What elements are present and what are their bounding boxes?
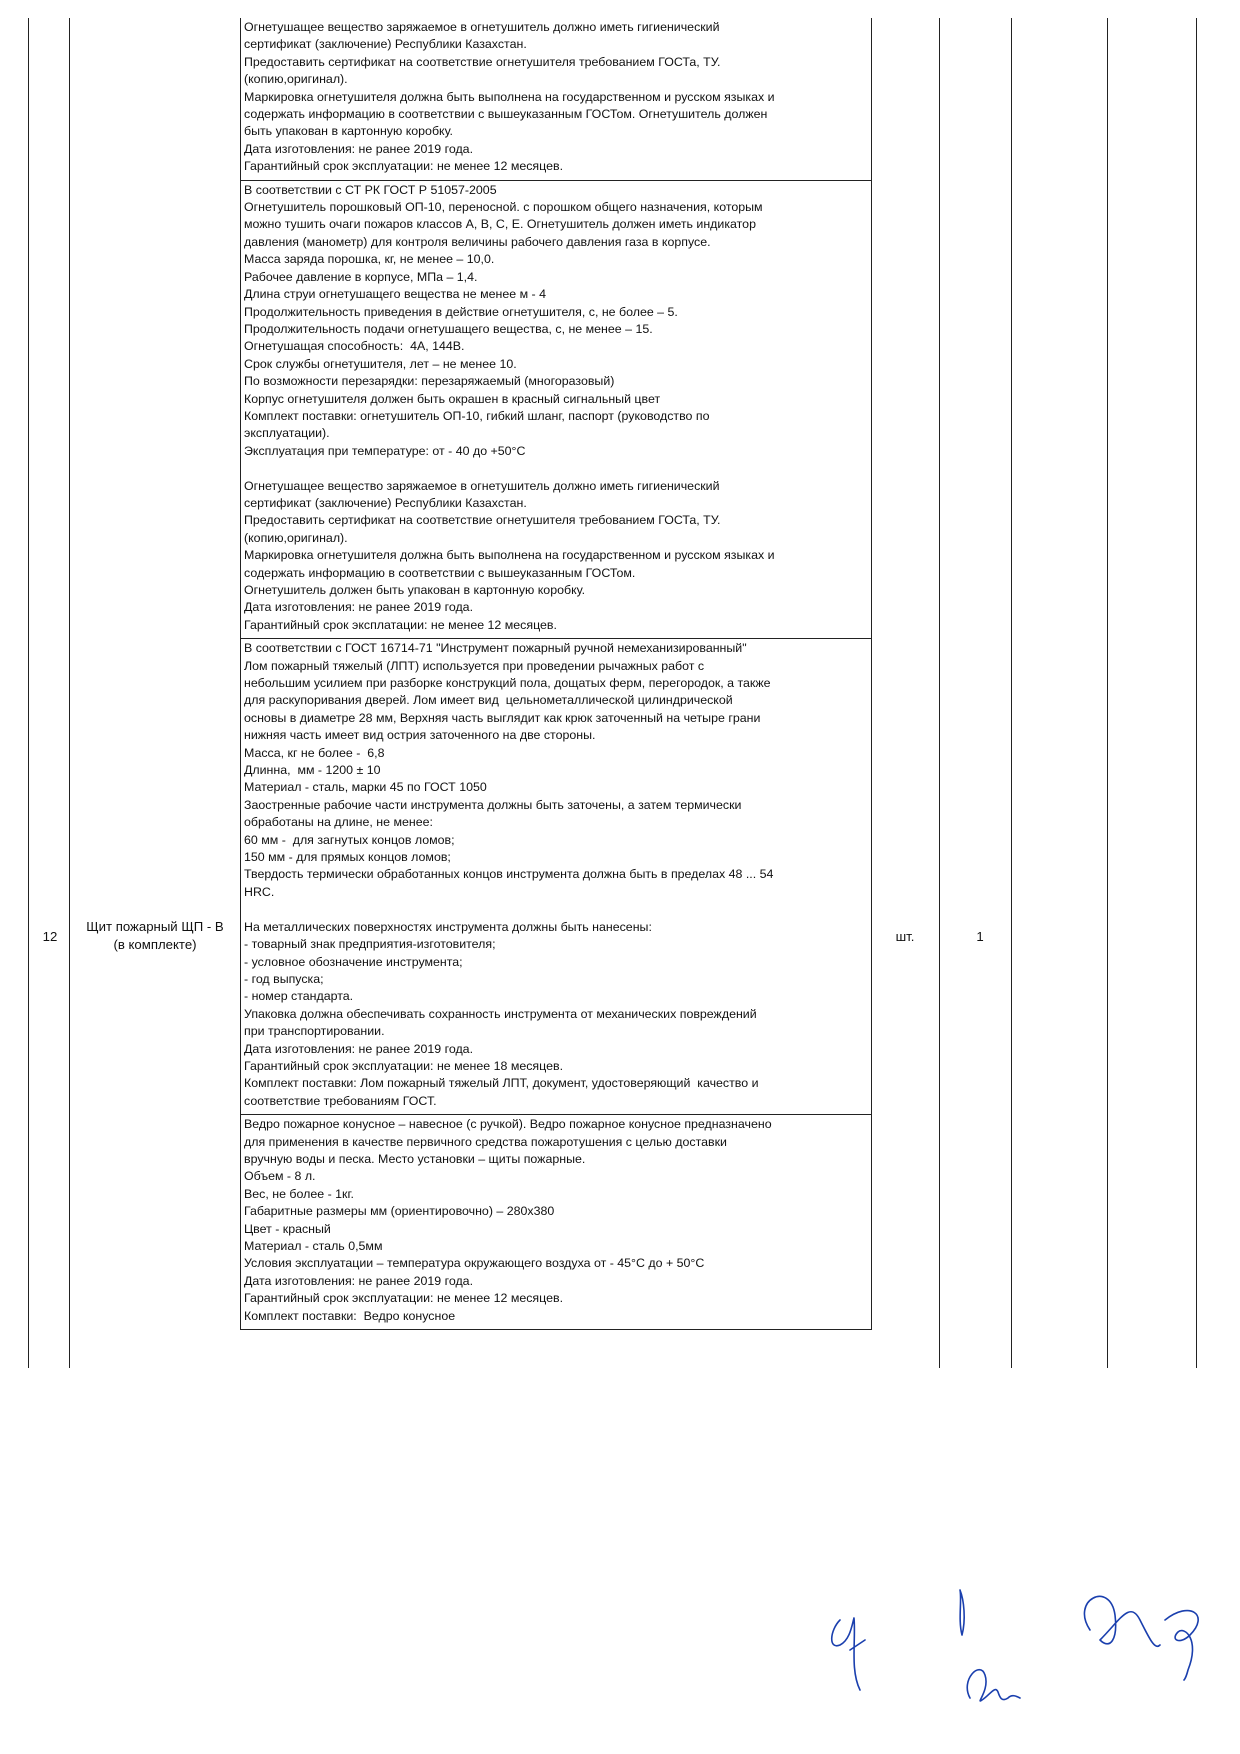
description-line: соответствие требованиям ГОСТ.	[244, 1093, 437, 1108]
description-line: сертификат (заключение) Республики Казахстан.	[244, 37, 527, 52]
signature-1	[820, 1590, 900, 1700]
description-line: В соответствии с СТ РК ГОСТ Р 51057-2005	[244, 182, 497, 197]
description-line: Рабочее давление в корпусе, МПа – 1,4.	[244, 269, 478, 284]
description-line: Огнетушащее вещество заряжаемое в огнетушитель должно иметь гигиенический	[244, 478, 720, 493]
description-line: (копию,оригинал).	[244, 72, 348, 87]
description-line: Эксплуатация при температуре: от - 40 до +50°С	[244, 443, 526, 458]
description-line: Масса, кг не более - 6,8	[244, 745, 385, 760]
description-line: Ведро пожарное конусное – навесное (с ручкой). Ведро пожарное конусное предназначено	[244, 1117, 772, 1132]
description-line: Материал - сталь 0,5мм	[244, 1239, 383, 1253]
description-line: Упаковка должна обеспечивать сохранность инструмента от механических повреждений	[244, 1006, 757, 1021]
description-line: На металлических поверхностях инструмента должны быть нанесены:	[244, 919, 652, 934]
description-line: Гарантийный срок эксплатации: не менее 12 месяцев.	[244, 617, 557, 632]
description-line: Материал - сталь, марки 45 по ГОСТ 1050	[244, 780, 487, 795]
blank-line	[244, 460, 868, 477]
description-line: Огнетушащее вещество заряжаемое в огнетушитель должно иметь гигиенический	[244, 20, 720, 34]
description-line: для раскупоривания дверей. Лом имеет вид цельнометаллической цилиндрической	[244, 693, 733, 708]
description-line: По возможности перезарядки: перезаряжаемый (многоразовый)	[244, 374, 615, 389]
column-border-qty	[1011, 18, 1012, 1368]
description-line: Маркировка огнетушителя должна быть выполнена на государственном и русском языках и	[244, 89, 775, 104]
description-line: содержать информацию в соответствии с вышеуказанным ГОСТом. Огнетушитель должен	[244, 107, 768, 122]
description-line: Цвет - красный	[244, 1221, 331, 1236]
description-line: Корпус огнетушителя должен быть окрашен в красный сигнальный цвет	[244, 391, 661, 406]
description-line: - год выпуска;	[244, 971, 324, 986]
description-line: эксплуатации).	[244, 426, 330, 441]
description-line: Габаритные размеры мм (ориентировочно) – 280х380	[244, 1204, 555, 1219]
description-line: Гарантийный срок эксплуатации: не менее 18 месяцев.	[244, 1058, 564, 1073]
description-line: Огнетушитель порошковый ОП-10, переносной. с порошком общего назначения, которым	[244, 200, 763, 215]
quantity-cell: 1	[976, 929, 984, 944]
description-line: небольшим усилием при разборке конструкций пола, дощатых ферм, перегородок, а также	[244, 676, 771, 691]
unit-cell: шт.	[895, 929, 915, 944]
description-line: Предоставить сертификат на соответствие огнетушителя требованием ГОСТа, ТУ.	[244, 513, 721, 528]
description-line: - товарный знак предприятия-изготовителя;	[244, 937, 496, 952]
description-line: можно тушить очаги пожаров классов А, В, С, Е. Огнетушитель должен иметь индикатор	[244, 217, 756, 232]
blank-line	[244, 901, 868, 918]
description-line: Дата изготовления: не ранее 2019 года.	[244, 1273, 474, 1288]
description-line: Огнетушитель должен быть упакован в картонную коробку.	[244, 582, 586, 597]
description-line: 150 мм - для прямых концов ломов;	[244, 850, 451, 865]
description-line: Лом пожарный тяжелый (ЛПТ) используется при проведении рычажных работ с	[244, 658, 705, 673]
description-line: Продолжительность подачи огнетушащего вещества, с, не менее – 15.	[244, 321, 653, 336]
description-line: В соответствии с ГОСТ 16714-71 "Инструмент пожарный ручной немеханизированный"	[244, 641, 747, 656]
signature-2	[940, 1580, 1040, 1720]
description-line: нижняя часть имеет вид острия заточенного на две стороны.	[244, 728, 596, 743]
description-line: Твердость термически обработанных концов инструмента должна быть в пределах 48 ... 54	[244, 867, 774, 882]
description-line: для применения в качестве первичного средства пожаротушения с целью доставки	[244, 1134, 727, 1149]
description-line: Дата изготовления: не ранее 2019 года.	[244, 141, 474, 156]
description-column	[240, 18, 872, 1330]
column-border-left	[28, 18, 29, 1368]
column-border-number	[69, 18, 70, 1368]
description-line: основы в диаметре 28 мм, Верхняя часть выглядит как крюк заточенный на четыре грани	[244, 710, 761, 725]
item-name-line2: (в комплекте)	[113, 937, 197, 952]
description-line: Срок службы огнетушителя, лет – не менее 10.	[244, 356, 517, 371]
signature-3	[1060, 1560, 1220, 1690]
description-line: Масса заряда порошка, кг, не менее – 10,0.	[244, 252, 495, 267]
description-line: содержать информацию в соответствии с вышеуказанным ГОСТом.	[244, 565, 636, 580]
description-line: Вес, не более - 1кг.	[244, 1186, 354, 1201]
description-line: Комплект поставки: Ведро конусное	[244, 1308, 456, 1323]
description-line: Комплект поставки: огнетушитель ОП-10, гибкий шланг, паспорт (руководство по	[244, 408, 710, 423]
description-line: Дата изготовления: не ранее 2019 года.	[244, 1041, 474, 1056]
column-border-unit	[939, 18, 940, 1368]
description-line: Условия эксплуатации – температура окружающего воздуха от - 45°С до + 50°С	[244, 1256, 705, 1271]
description-line: Комплект поставки: Лом пожарный тяжелый ЛПТ, документ, удостоверяющий качество и	[244, 1076, 759, 1091]
description-line: Объем - 8 л.	[244, 1169, 316, 1184]
column-border-right	[1196, 18, 1197, 1368]
description-line: HRC.	[244, 884, 275, 899]
description-line: (копию,оригинал).	[244, 530, 348, 545]
description-line: вручную воды и песка. Место установки – щиты пожарные.	[244, 1151, 586, 1166]
description-line: при транспортировании.	[244, 1024, 385, 1039]
description-line: сертификат (заключение) Республики Казахстан.	[244, 495, 527, 510]
description-line: Огнетушащая способность: 4А, 144В.	[244, 339, 465, 354]
description-line: обработаны на длине, не менее:	[244, 815, 433, 830]
description-line: Маркировка огнетушителя должна быть выполнена на государственном и русском языках и	[244, 548, 775, 563]
description-line: Длина струи огнетушащего вещества не менее м - 4	[244, 287, 547, 302]
description-line: 60 мм - для загнутых концов ломов;	[244, 832, 455, 847]
description-line: давления (манометр) для контроля величины рабочего давления газа в корпусе.	[244, 234, 711, 249]
description-line: Гарантийный срок эксплуатации: не менее 12 месяцев.	[244, 1291, 564, 1306]
row-number: 12	[42, 929, 58, 944]
description-block	[241, 181, 871, 640]
description-line: Дата изготовления: не ранее 2019 года.	[244, 600, 474, 615]
description-block	[241, 639, 871, 1115]
description-line: Заостренные рабочие части инструмента должны быть заточены, а затем термически	[244, 797, 742, 812]
item-name	[74, 918, 236, 954]
description-line: Продолжительность приведения в действие огнетушителя, с, не более – 5.	[244, 304, 678, 319]
description-line: Длинна, мм - 1200 ± 10	[244, 763, 381, 778]
description-line: - условное обозначение инструмента;	[244, 954, 463, 969]
description-line: быть упакован в картонную коробку.	[244, 124, 454, 139]
description-line: Предоставить сертификат на соответствие огнетушителя требованием ГОСТа, ТУ.	[244, 54, 721, 69]
description-block	[241, 1115, 871, 1330]
description-line: Гарантийный срок эксплуатации: не менее 12 месяцев.	[244, 159, 564, 174]
description-line: - номер стандарта.	[244, 989, 354, 1004]
description-block	[241, 18, 871, 181]
column-border-price	[1107, 18, 1108, 1368]
item-name-line1: Щит пожарный ЩП - В	[86, 919, 224, 934]
